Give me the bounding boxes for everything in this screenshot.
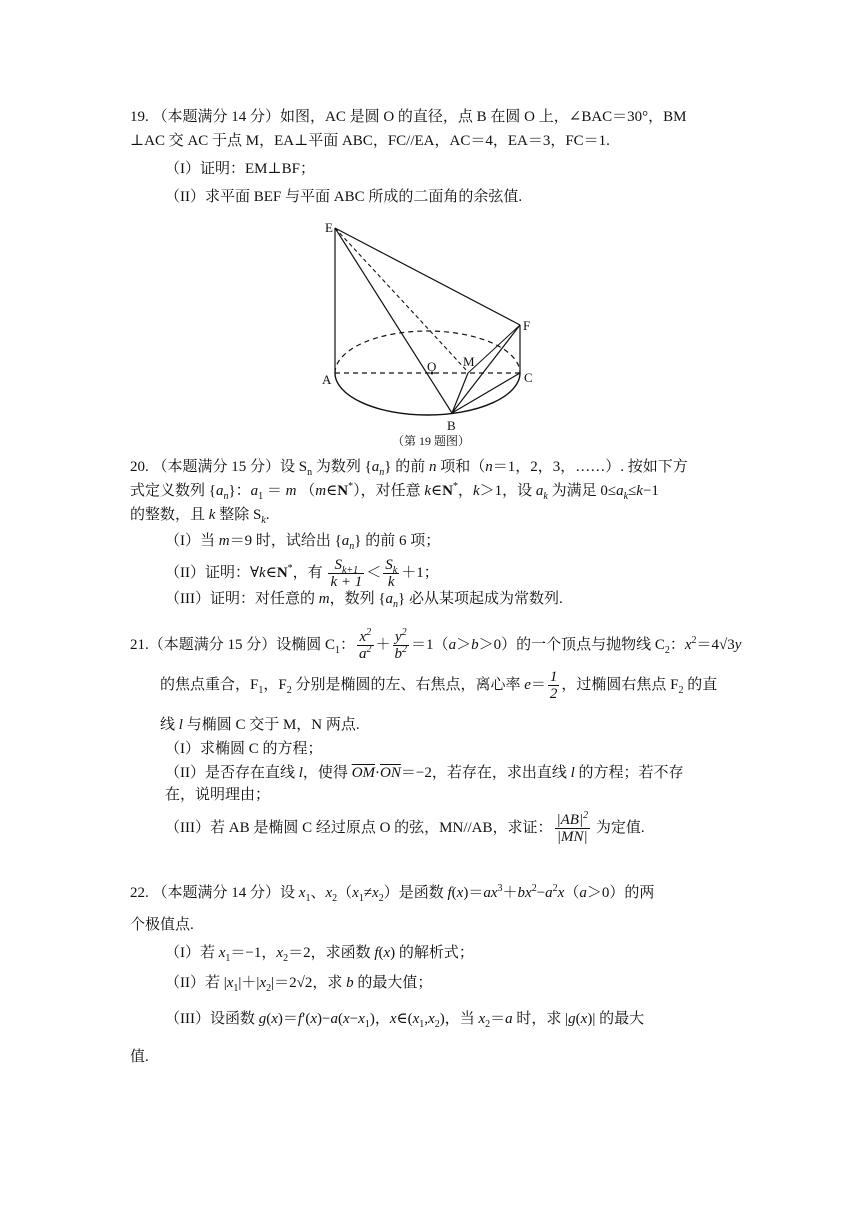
label-B: B [447,418,456,433]
q21-line1: 21.（本题满分 15 分）设椭圆 $C_1$： $\frac{x^2}{a^2}$ ＋ $\frac{y^2}{b^2}$ ＝1（a＞b＞0）的一个顶点与抛物线 $C_2$：$x^2=4√3y$ [130,627,742,663]
label-A: A [322,372,332,387]
label-C: C [524,370,533,385]
label-E: E [325,220,333,235]
q21-part3: （III）若 AB 是椭圆 C 经过原点 O 的弦，MN//AB，求证： $\frac{|AB|^2}{|MN|}$ 为定值. [165,810,645,846]
q22-part3: （III）设函数 $g(x)=f'(x)-a(x-x_1)$，$x\in(x_1,x_2)$，当 $x_2=a$ 时，求 |g(x)| 的最大 [165,1011,645,1030]
ellipse-front [335,373,520,415]
edge-EB [335,228,452,413]
q19-figure-caption: （第 19 题图） [392,434,471,448]
label-M: M [463,354,475,369]
q22-line1: 22. （本题满分 14 分）设 $x_1$、$x_2(x_1\ne x_2)$是函数 $f(x)=ax^3+bx^2-a^2x(a>0)$的两 [130,883,655,904]
q21-part2b: 在，说明理由； [165,787,271,803]
q20-line3: 的整数，且 k 整除 $S_k$. [130,507,270,526]
q19-line1: 19. （本题满分 14 分）如图，AC 是圆 O 的直径，点 B 在圆 O 上，∠BAC＝30°，BM [130,109,687,125]
q21-part2a: （II）是否存在直线 l，使得 $\overline{OM}\cdot\overline{ON}=-2$，若存在，求出直线 l 的方程；若不存 [165,765,684,781]
edge-BF [452,325,520,413]
q20-line1: 20. （本题满分 15 分）设 $S_n$ 为数列 $\{a_n\}$ 的前 n 项和（n＝1，2，3，……）. 按如下方 [130,459,688,478]
q22-part2: （II）若 $|x_1|+|x_2|=2√2$，求 b 的最大值； [165,975,433,994]
q22-part4: 值. [130,1049,149,1065]
edge-MF [468,325,520,373]
q19-figure [0,210,860,450]
q22-line2: 个极值点. [130,917,194,933]
q19-part2: （II）求平面 BEF 与平面 ABC 所成的二面角的余弦值. [165,189,523,205]
q20-part3: （III）证明：对任意的 m，数列 $\{a_n\}$ 必从某项起成为常数列. [165,591,563,610]
q21-line2: 的焦点重合，$F_1$，$F_2$ 分别是椭圆的左、右焦点，离心率 e＝ $\frac{1}{2}$ ，过椭圆右焦点 $F_2$ 的直 [160,669,718,703]
q20-part1: （I）当 m＝9 时，试给出 $\{a_n\}$ 的前 6 项； [165,533,441,552]
edge-EF [335,228,520,325]
q19-part1: （I）证明：EM⊥BF； [165,161,315,177]
q20-part2: （II）证明：∀k∈N*，有 $\frac{S_{k+1}}{k + 1}$ ＜ $\frac{S_k}{k}$ ＋1； [165,557,439,591]
edge-BM [452,373,468,413]
q20-line2: 式定义数列 $\{a_n\}$：$a_1 = m$ （m∈N*），对任意 k∈N*，k＞1，设 $a_k$ 为满足 $0\le a_k\le k-1$ [130,481,659,502]
q21-part1: （I）求椭圆 C 的方程； [165,741,323,757]
edge-EM [335,228,468,372]
q22-part1: （I）若 $x_1=-1$，$x_2=2$，求函数 f(x) 的解析式； [165,945,474,964]
q21-line3: 线 l 与椭圆 C 交于 M，N 两点. [160,717,360,733]
q19-line2: ⊥AC 交 AC 于点 M，EA⊥平面 ABC，FC//EA，AC＝4，EA＝3，FC＝1. [130,133,610,149]
label-O: O [427,359,437,374]
label-F: F [523,318,531,333]
